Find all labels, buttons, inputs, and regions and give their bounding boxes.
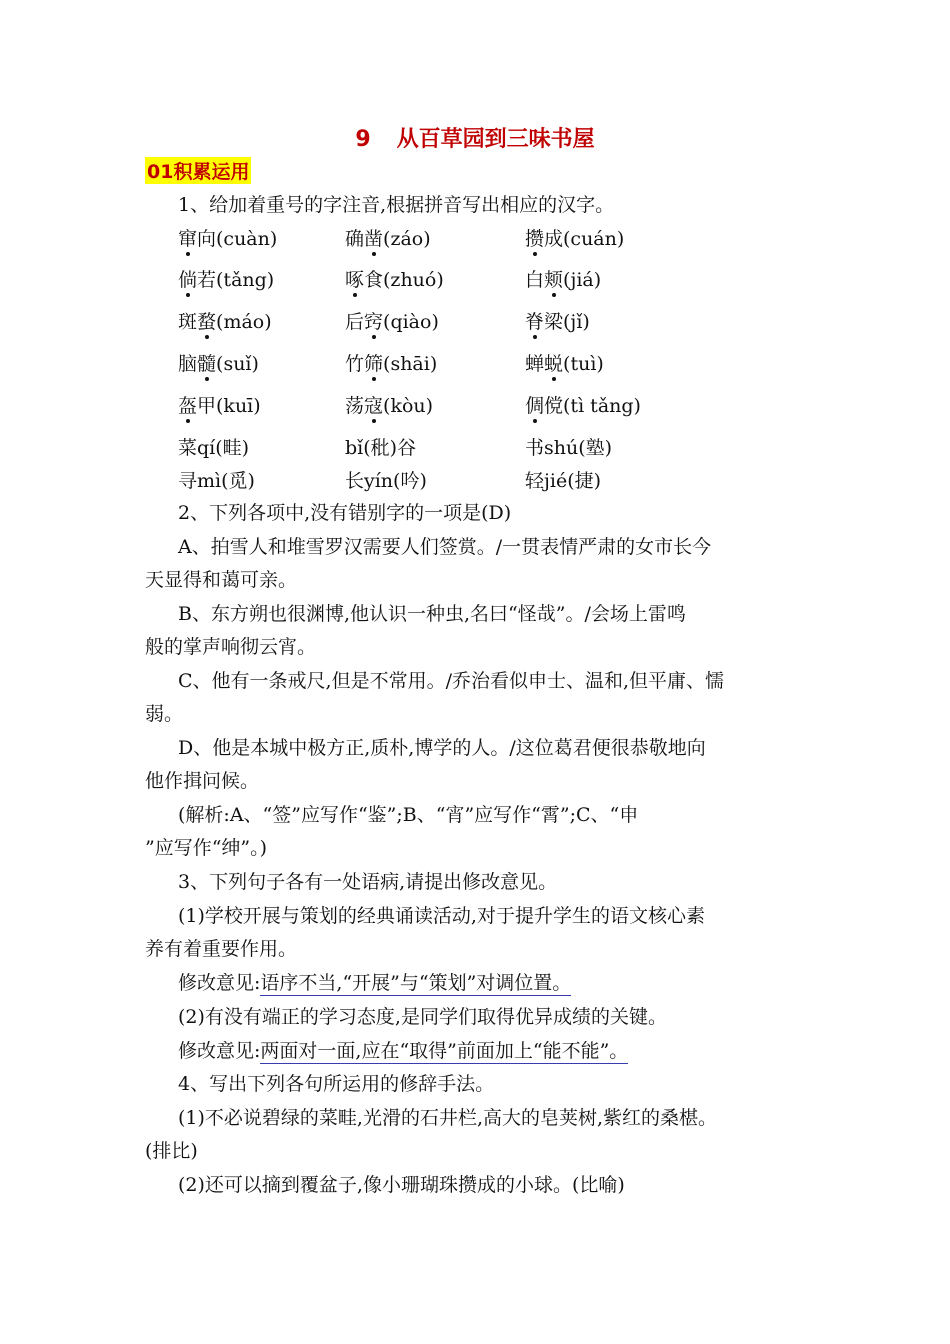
pinyin-item — [525, 268, 601, 292]
analysis-line1: (解析:A、“签”应写作“鉴”;B、“宵”应写作“霄”;C、“申 — [178, 804, 639, 826]
pinyin-item — [178, 469, 255, 493]
emphasized-char: 盔 — [178, 395, 198, 417]
lesson-title: 从百草园到三味书屋 — [396, 127, 595, 152]
pinyin-text: 白 — [525, 269, 545, 291]
pinyin-text: (máo) — [216, 311, 272, 333]
option-a-line2: 天显得和蔼可亲。 — [145, 569, 298, 591]
pinyin-item — [525, 394, 641, 418]
pinyin-text: 成(cuán) — [544, 228, 625, 250]
emphasized-char: 攒 — [525, 228, 545, 250]
pinyin-text: 菜qí(畦) — [178, 437, 250, 459]
option-d-line1: D、他是本城中极方正,质朴,博学的人。/这位葛君便很恭敬地向 — [178, 737, 706, 759]
pinyin-item — [525, 227, 624, 251]
question-2-prompt: 2、下列各项中,没有错别字的一项是(D) — [178, 502, 512, 524]
pinyin-text: (kòu) — [383, 395, 434, 417]
pinyin-text: (tuì) — [563, 353, 604, 375]
pinyin-text: 轻jié(捷) — [525, 470, 602, 492]
pinyin-item — [345, 469, 427, 493]
revision-label: 修改意见: — [178, 972, 261, 994]
emphasized-char: 啄 — [345, 269, 365, 291]
pinyin-text: bǐ(秕)谷 — [345, 437, 417, 459]
pinyin-text: (jiá) — [563, 269, 602, 291]
pinyin-text: (qiào) — [383, 311, 439, 333]
sentence-1-line1: (1)学校开展与策划的经典诵读活动,对于提升学生的语文核心素 — [178, 905, 705, 927]
rhetoric-2: (2)还可以摘到覆盆子,像小珊瑚珠攒成的小球。(比喻) — [178, 1174, 625, 1196]
emphasized-char: 颊 — [544, 269, 564, 291]
emphasized-char: 窍 — [364, 311, 384, 333]
pinyin-item — [525, 436, 612, 460]
pinyin-text: 长yín(吟) — [345, 470, 427, 492]
question-3-prompt: 3、下列句子各有一处语病,请提出修改意见。 — [178, 871, 558, 893]
pinyin-text: 确 — [345, 228, 365, 250]
pinyin-item — [525, 469, 601, 493]
section-heading: 01积累运用 — [145, 157, 251, 184]
question-4-prompt: 4、写出下列各句所运用的修辞手法。 — [178, 1073, 495, 1095]
analysis-line2: ”应写作“绅”。) — [145, 837, 268, 859]
pinyin-item — [178, 436, 249, 460]
emphasized-char: 筛 — [364, 353, 384, 375]
revision-answer-2: 两面对一面,应在“取得”前面加上“能不能”。 — [260, 1040, 629, 1062]
pinyin-item — [178, 394, 261, 418]
pinyin-text: (záo) — [383, 228, 431, 250]
emphasized-char: 脊 — [525, 311, 545, 333]
pinyin-item — [345, 352, 437, 376]
sentence-2: (2)有没有端正的学习态度,是同学们取得优异成绩的关键。 — [178, 1006, 667, 1028]
pinyin-item — [345, 227, 431, 251]
pinyin-item — [345, 310, 439, 334]
pinyin-text: 蝉 — [525, 353, 545, 375]
option-c-line2: 弱。 — [145, 703, 184, 725]
emphasized-char: 窜 — [178, 228, 198, 250]
emphasized-char: 倜 — [525, 395, 545, 417]
pinyin-text: 傥(tì tǎng) — [544, 395, 641, 417]
pinyin-item — [345, 436, 416, 460]
pinyin-text: 脑 — [178, 353, 198, 375]
pinyin-text: 竹 — [345, 353, 365, 375]
pinyin-text: (suǐ) — [216, 353, 259, 375]
option-d-line2: 他作揖问候。 — [145, 770, 260, 792]
option-b-line2: 般的掌声响彻云宵。 — [145, 636, 317, 658]
option-a-line1: A、拍雪人和堆雪罗汉需要人们签赏。/一贯表情严肃的女市长今 — [178, 536, 712, 558]
pinyin-item — [178, 268, 274, 292]
pinyin-text: 书shú(塾) — [525, 437, 613, 459]
question-1-prompt: 1、给加着重号的字注音,根据拼音写出相应的汉字。 — [178, 194, 615, 216]
pinyin-item — [178, 310, 272, 334]
pinyin-item — [178, 352, 259, 376]
revision-1 — [178, 971, 858, 995]
pinyin-text: 寻mì(觅) — [178, 470, 255, 492]
pinyin-text: 向(cuàn) — [197, 228, 278, 250]
pinyin-text: 食(zhuó) — [364, 269, 444, 291]
pinyin-text: 斑 — [178, 311, 198, 333]
emphasized-char: 蜕 — [544, 353, 564, 375]
lesson-number: 9 — [355, 127, 371, 152]
pinyin-text: 若(tǎng) — [197, 269, 275, 291]
emphasized-char: 倘 — [178, 269, 198, 291]
pinyin-item — [525, 352, 604, 376]
sentence-1-line2: 养有着重要作用。 — [145, 938, 298, 960]
pinyin-text: 梁(jǐ) — [544, 311, 590, 333]
option-c-line1: C、他有一条戒尺,但是不常用。/乔治看似申士、温和,但平庸、懦 — [178, 670, 725, 692]
emphasized-char: 髓 — [197, 353, 217, 375]
option-b-line1: B、东方朔也很渊博,他认识一种虫,名曰“怪哉”。/会场上雷鸣 — [178, 603, 686, 625]
pinyin-item — [345, 268, 444, 292]
revision-label: 修改意见: — [178, 1040, 261, 1062]
pinyin-item — [178, 227, 277, 251]
revision-2 — [178, 1039, 858, 1063]
pinyin-item — [525, 310, 590, 334]
emphasized-char: 凿 — [364, 228, 384, 250]
rhetoric-1-line2: (排比) — [145, 1140, 198, 1162]
page-title — [0, 122, 950, 153]
pinyin-text: 后 — [345, 311, 365, 333]
pinyin-item — [345, 394, 433, 418]
rhetoric-1-line1: (1)不必说碧绿的菜畦,光滑的石井栏,高大的皂荚树,紫红的桑椹。 — [178, 1107, 718, 1129]
pinyin-text: (shāi) — [383, 353, 438, 375]
revision-answer-1: 语序不当,“开展”与“策划”对调位置。 — [260, 972, 572, 994]
pinyin-text: 荡 — [345, 395, 365, 417]
emphasized-char: 蝥 — [197, 311, 217, 333]
emphasized-char: 寇 — [364, 395, 384, 417]
pinyin-text: 甲(kuī) — [197, 395, 261, 417]
